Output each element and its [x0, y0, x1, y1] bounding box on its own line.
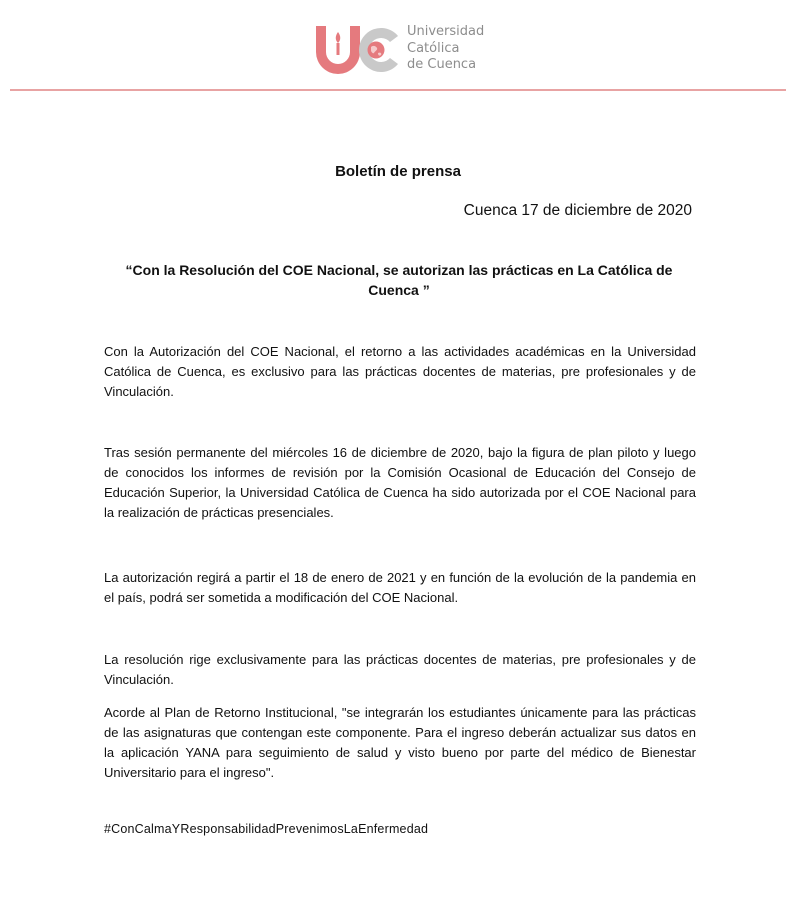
dateline: Cuenca 17 de diciembre de 2020 — [463, 202, 692, 219]
university-logo-icon — [312, 22, 404, 76]
university-name-line-1: Universidad — [407, 24, 485, 39]
university-name — [407, 24, 484, 74]
body-paragraph: La autorización regirá a partir el 18 de enero de 2021 y en función de la evolución de la pandemia en el país, podrá ser sometida a modificación del COE Nacional. — [104, 570, 696, 605]
header-divider — [10, 89, 786, 91]
body-paragraph: Tras sesión permanente del miércoles 16 de diciembre de 2020, bajo la figura de plan piloto y luego de conocidos los informes de revisión por la Comisión Ocasional de Educación del Consejo de Educación Superior, la Universidad Católica de Cuenca ha sido autorizada por el COE Nacional para la realización de prácticas presenciales. — [104, 445, 696, 520]
document-type-title: Boletín de prensa — [335, 163, 461, 180]
page-header — [0, 0, 800, 92]
university-name-line-2: Católica — [407, 40, 460, 56]
university-name-line-3: de Cuenca — [407, 57, 477, 72]
press-release-headline: “Con la Resolución del COE Nacional, se autorizan las prácticas en La Católica de Cuenca ” — [125, 262, 673, 298]
body-paragraph: Con la Autorización del COE Nacional, el retorno a las actividades académicas en la Universidad Católica de Cuenca, es exclusivo para las prácticas docentes de materias, pre profesionales y de Vinculación. — [104, 344, 696, 399]
body-paragraph: La resolución rige exclusivamente para las prácticas docentes de materias, pre profesionales y de Vinculación. — [104, 652, 696, 687]
body-paragraph: Acorde al Plan de Retorno Institucional, "se integrarán los estudiantes únicamente para las prácticas de las asignaturas que contengan este componente. Para el ingreso deberán actualizar sus datos en la aplicación YANA para seguimiento de salud y visto bueno por parte del médico de Bienestar Universitario para el ingreso". — [104, 705, 696, 780]
campaign-hashtag: #ConCalmaYResponsabilidadPrevenimosLaEnfermedad — [104, 822, 429, 836]
